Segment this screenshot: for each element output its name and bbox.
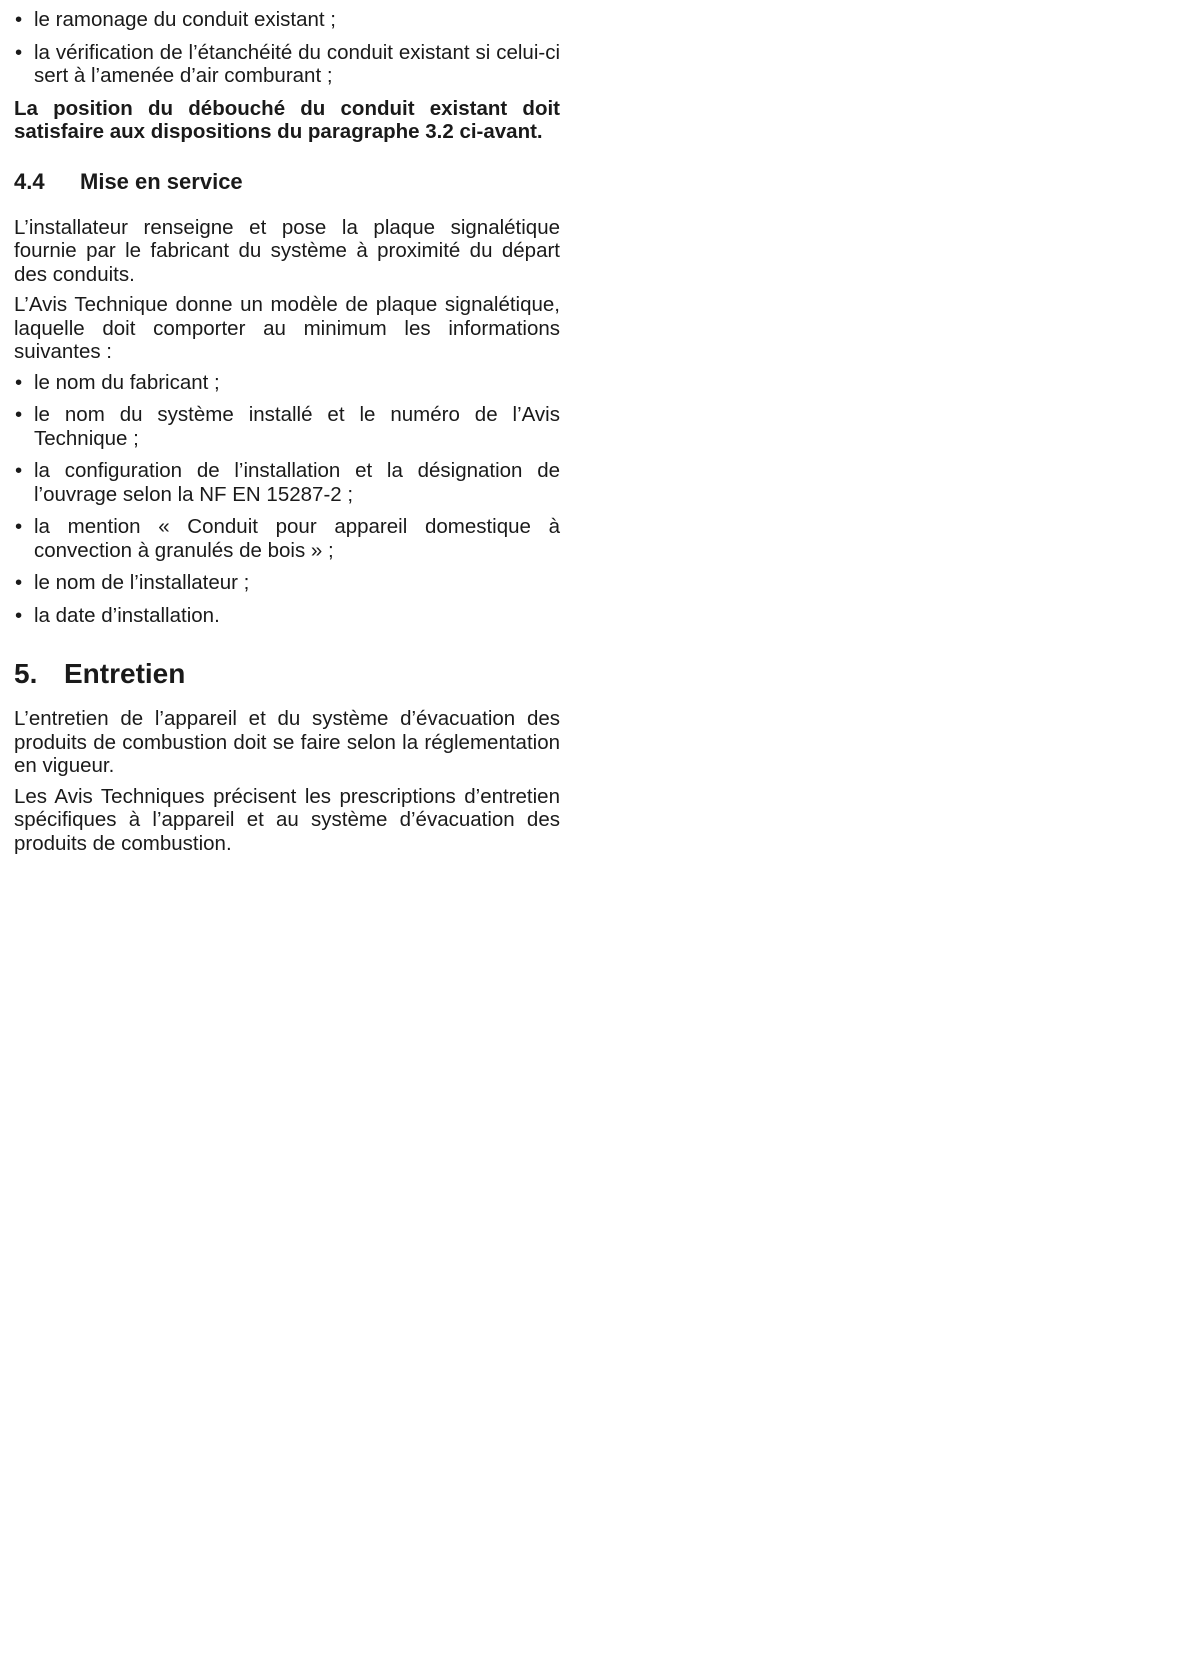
section-number: 5.: [14, 658, 38, 689]
bullet-icon: •: [15, 459, 23, 482]
list-item: [14, 515, 560, 562]
list-item: [14, 8, 560, 32]
bullet-icon: •: [15, 370, 23, 394]
section-heading-4-4: [14, 168, 560, 196]
list-item: [14, 41, 560, 88]
bullet-icon: •: [15, 603, 23, 627]
bullet-icon: •: [15, 40, 23, 64]
list-item-text: la vérification de l’étanchéité du conduit existant si celui-ci sert à l’amenée d’air comburant ;: [34, 40, 560, 87]
list-item-text: le nom de l’installateur ;: [34, 571, 250, 594]
list-item-text: le nom du système installé et le numéro de l’Avis Technique ;: [34, 403, 560, 450]
paragraph: L’entretien de l’appareil et du système d’évacuation des produits de combustion doit se faire selon la réglementation en vigueur.: [14, 707, 560, 777]
paragraph: L’Avis Technique donne un modèle de plaque signalétique, laquelle doit comporter au minimum les informations suivantes :: [14, 293, 560, 363]
list-item-text: la mention « Conduit pour appareil domestique à convection à granulés de bois » ;: [34, 515, 560, 562]
list-item: [14, 403, 560, 450]
list-item-text: la configuration de l’installation et la désignation de l’ouvrage selon la NF EN 15287-2 ;: [34, 459, 560, 506]
paragraph: Les Avis Techniques précisent les prescriptions d’entretien spécifiques à l’appareil et au système d’évacuation des produits de combustion.: [14, 784, 560, 855]
bullet-icon: •: [15, 571, 23, 594]
list-item: [14, 604, 560, 628]
paragraph: L’installateur renseigne et pose la plaque signalétique fournie par le fabricant du système à proximité du départ des conduits.: [14, 215, 560, 286]
section-title: Mise en service: [80, 168, 243, 194]
section-heading-5: [14, 657, 560, 691]
bullet-icon: •: [15, 8, 23, 31]
list-item-text: le ramonage du conduit existant ;: [34, 8, 336, 31]
bullet-icon: •: [15, 515, 23, 538]
list-item: [14, 459, 560, 506]
bold-paragraph: La position du débouché du conduit existant doit satisfaire aux dispositions du paragraphe 3.2 ci-avant.: [14, 96, 560, 143]
list-item-text: le nom du fabricant ;: [34, 370, 220, 394]
section-title: Entretien: [64, 658, 186, 689]
list-item: [14, 371, 560, 395]
section-number: 4.4: [14, 168, 45, 194]
list-item-text: la date d’installation.: [34, 603, 220, 627]
document-column: [14, 8, 560, 862]
list-item: [14, 571, 560, 595]
bullet-icon: •: [15, 403, 23, 426]
